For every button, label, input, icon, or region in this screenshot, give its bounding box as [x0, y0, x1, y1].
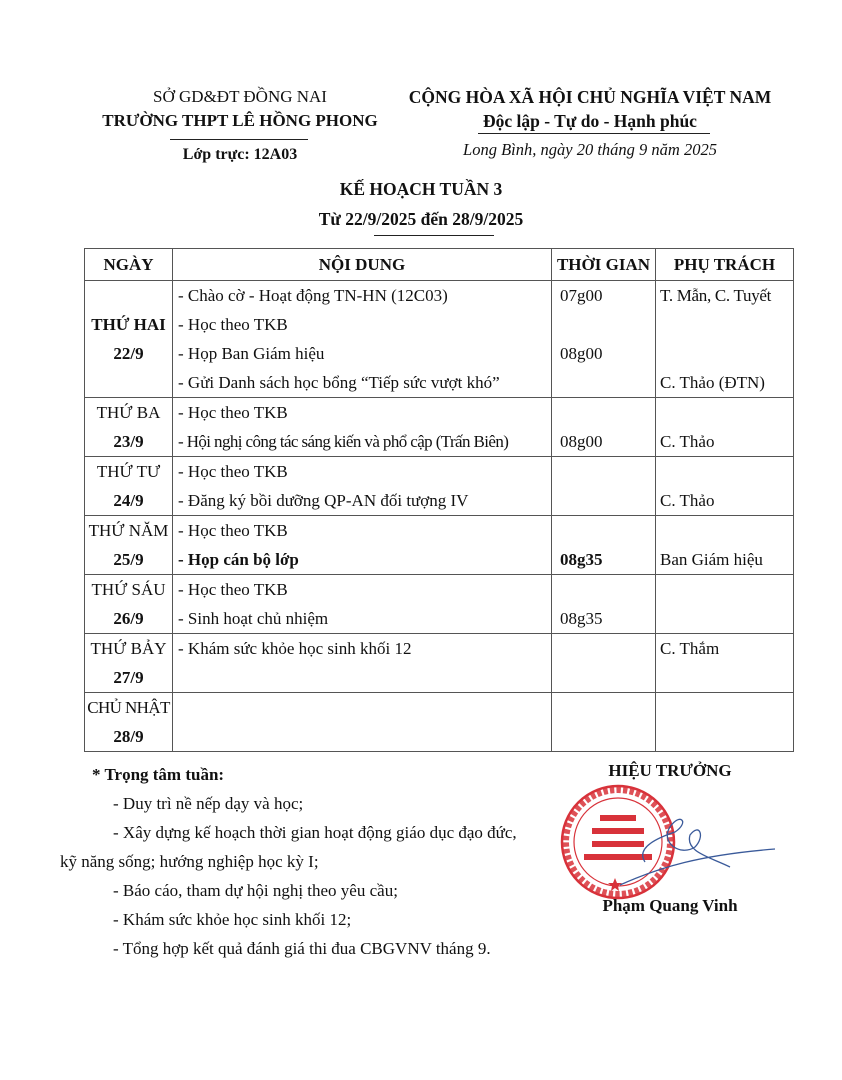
content-cell — [173, 634, 552, 693]
table-row — [85, 516, 794, 575]
time-line — [552, 310, 655, 339]
content-line: - Sinh hoạt chủ nhiệm — [178, 609, 329, 628]
week-focus — [60, 760, 517, 963]
time-line — [552, 486, 655, 515]
motto: Độc lập - Tự do - Hạnh phúc — [483, 111, 697, 131]
focus-item: - Tổng hợp kết quả đánh giá thi đua CBGVNV tháng 9. — [113, 939, 491, 958]
time-line — [552, 693, 655, 722]
day-cell — [85, 575, 173, 634]
day-name: THỨ BẢY — [90, 639, 167, 658]
time-line: 08g00 — [560, 432, 603, 451]
column-header: NỘI DUNG — [173, 249, 552, 281]
signer-name: Phạm Quang Vinh — [602, 896, 738, 915]
owner-line: Ban Giám hiệu — [660, 550, 763, 569]
time-cell — [552, 516, 656, 575]
focus-item: - Báo cáo, tham dự hội nghị theo yêu cầu; — [113, 881, 398, 900]
divider — [374, 235, 494, 236]
owner-line — [656, 310, 793, 339]
divider — [478, 133, 710, 134]
time-line — [552, 368, 655, 397]
day-name: THỨ SÁU — [91, 580, 166, 599]
day-name: THỨ HAI — [91, 315, 166, 334]
content-cell — [173, 281, 552, 398]
content-line: - Chào cờ - Hoạt động TN-HN (12C03) — [178, 286, 448, 305]
table-row — [85, 457, 794, 516]
owner-cell — [656, 575, 794, 634]
owner-line — [656, 398, 793, 427]
stamp-center-lettering — [584, 815, 652, 860]
focus-item: - Duy trì nề nếp dạy và học; — [113, 794, 304, 813]
day-cell — [85, 516, 173, 575]
owner-cell — [656, 398, 794, 457]
table-row — [85, 693, 794, 752]
content-line: - Học theo TKB — [178, 462, 288, 481]
owner-cell — [656, 693, 794, 752]
content-line: - Học theo TKB — [178, 315, 288, 334]
owner-line: C. Thảo — [660, 432, 715, 451]
day-cell — [85, 398, 173, 457]
content-line: - Họp cán bộ lớp — [178, 550, 299, 569]
nation-title: CỘNG HÒA XÃ HỘI CHỦ NGHĨA VIỆT NAM — [408, 87, 772, 107]
content-line: - Học theo TKB — [178, 403, 288, 422]
day-date: 28/9 — [113, 727, 144, 746]
owner-cell — [656, 634, 794, 693]
day-date: 25/9 — [113, 550, 144, 569]
time-cell — [552, 693, 656, 752]
content-cell — [173, 575, 552, 634]
place-date: Long Bình, ngày 20 tháng 9 năm 2025 — [463, 140, 717, 159]
duty-class: Lớp trực: 12A03 — [182, 146, 298, 163]
time-line — [552, 634, 655, 663]
time-cell — [552, 281, 656, 398]
day-name: CHỦ NHẬT — [87, 698, 170, 717]
day-name: THỨ BA — [96, 403, 161, 422]
content-line: - Gửi Danh sách học bổng “Tiếp sức vượt khó” — [178, 373, 500, 392]
day-date: 26/9 — [113, 609, 144, 628]
table-row — [85, 398, 794, 457]
owner-line: T. Mẫn, C. Tuyết — [660, 286, 772, 305]
time-line: 07g00 — [560, 286, 603, 305]
owner-line: C. Thảo (ĐTN) — [660, 373, 765, 392]
owner-line — [656, 663, 793, 692]
day-date: 24/9 — [113, 491, 144, 510]
time-line: 08g35 — [560, 550, 603, 569]
table-header-row — [85, 249, 794, 281]
day-cell — [85, 693, 173, 752]
day-date: 23/9 — [113, 432, 144, 451]
time-line — [552, 516, 655, 545]
content-line — [173, 722, 551, 751]
content-cell — [173, 516, 552, 575]
owner-cell — [656, 457, 794, 516]
day-cell — [85, 634, 173, 693]
owner-line — [656, 516, 793, 545]
signer-role: HIỆU TRƯỞNG — [608, 761, 732, 780]
day-date: 22/9 — [113, 344, 144, 363]
day-name: THỨ TƯ — [96, 462, 161, 481]
owner-line: C. Thắm — [660, 639, 720, 658]
day-date: 27/9 — [113, 668, 144, 687]
time-line: 08g00 — [560, 344, 603, 363]
focus-heading: * Trọng tâm tuần: — [92, 765, 225, 784]
content-line: - Đăng ký bồi dưỡng QP-AN đối tượng IV — [178, 491, 469, 510]
owner-line — [656, 339, 793, 368]
column-header: NGÀY — [85, 249, 173, 281]
document-subtitle: Từ 22/9/2025 đến 28/9/2025 — [318, 209, 524, 229]
content-cell — [173, 398, 552, 457]
focus-item: - Xây dựng kế hoạch thời gian hoạt động giáo dục đạo đức, — [113, 823, 517, 842]
divider — [170, 139, 308, 140]
content-line: - Hội nghị công tác sáng kiến và phổ cập (Trấn Biên) — [178, 432, 509, 451]
owner-line — [656, 604, 793, 633]
content-line: - Học theo TKB — [178, 521, 288, 540]
owner-line — [656, 693, 793, 722]
owner-cell — [656, 516, 794, 575]
time-line — [552, 457, 655, 486]
day-name: THỨ NĂM — [88, 521, 169, 540]
time-cell — [552, 634, 656, 693]
content-line — [173, 693, 551, 722]
table-row — [85, 575, 794, 634]
official-stamp — [540, 782, 780, 900]
time-line — [552, 575, 655, 604]
content-line: - Học theo TKB — [178, 580, 288, 599]
column-header: THỜI GIAN — [552, 249, 656, 281]
owner-line: C. Thảo — [660, 491, 715, 510]
time-cell — [552, 398, 656, 457]
owner-line — [656, 457, 793, 486]
document-title: KẾ HOẠCH TUẦN 3 — [339, 179, 503, 199]
content-cell — [173, 457, 552, 516]
content-line: - Họp Ban Giám hiệu — [178, 344, 325, 363]
content-cell — [173, 693, 552, 752]
column-header: PHỤ TRÁCH — [656, 249, 794, 281]
time-line — [552, 663, 655, 692]
time-line — [552, 398, 655, 427]
table-row — [85, 634, 794, 693]
content-line — [173, 663, 551, 692]
content-line: - Khám sức khỏe học sinh khối 12 — [178, 639, 412, 658]
weekly-plan-table — [84, 248, 794, 752]
department-name: SỞ GD&ĐT ĐỒNG NAI — [153, 87, 327, 106]
owner-cell — [656, 281, 794, 398]
owner-line — [656, 722, 793, 751]
focus-item: - Khám sức khỏe học sinh khối 12; — [113, 910, 352, 929]
time-line — [552, 722, 655, 751]
time-cell — [552, 575, 656, 634]
table-row — [85, 281, 794, 398]
time-line: 08g35 — [560, 609, 603, 628]
time-cell — [552, 457, 656, 516]
day-cell — [85, 281, 173, 398]
focus-item: kỹ năng sống; hướng nghiệp học kỳ I; — [60, 852, 319, 871]
school-name: TRƯỜNG THPT LÊ HỒNG PHONG — [102, 111, 378, 130]
owner-line — [656, 575, 793, 604]
day-cell — [85, 457, 173, 516]
